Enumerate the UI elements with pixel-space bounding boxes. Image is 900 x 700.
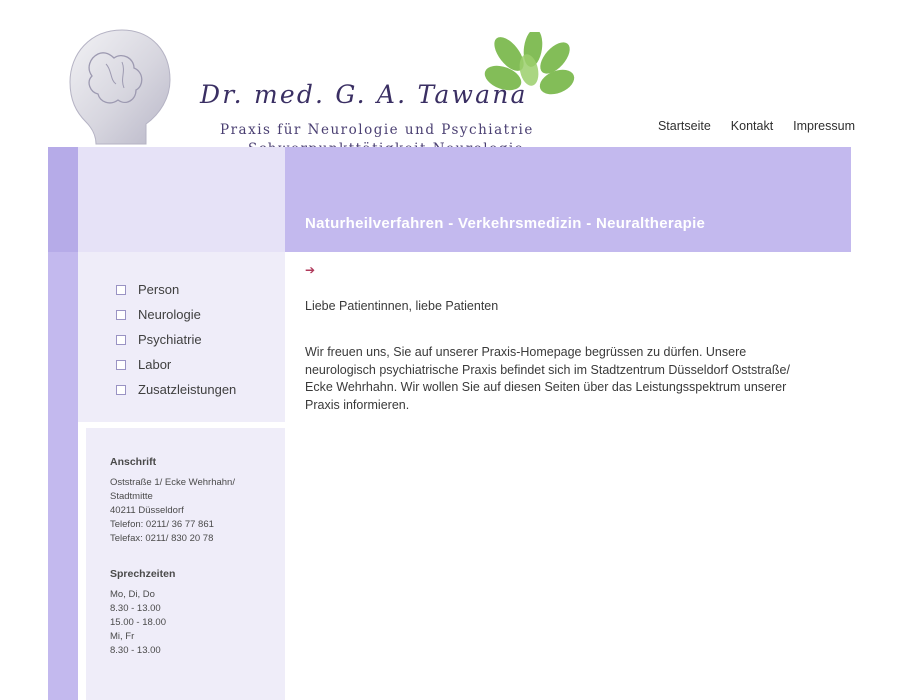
hours-line: Mo, Di, Do [110,589,155,600]
square-bullet-icon [116,360,126,370]
address-line: 40211 Düsseldorf [110,505,184,516]
square-bullet-icon [116,285,126,295]
hours-line: 15.00 - 18.00 [110,617,166,628]
sidebar-item-psychiatrie[interactable] [116,332,202,347]
banner-title: Naturheilverfahren - Verkehrsmedizin - Neuraltherapie [305,215,706,232]
top-navigation [658,119,855,133]
square-bullet-icon [116,310,126,320]
nav-startseite[interactable]: Startseite [657,119,711,133]
nav-impressum[interactable]: Impressum [793,119,855,133]
main-content [285,252,851,700]
banner-row [0,147,900,252]
banner-light-panel [78,147,285,252]
sidebar-item-neurologie[interactable] [116,307,201,322]
sidebar [48,252,285,700]
hours-line: Mi, Fr [110,631,135,642]
hours-line: 8.30 - 13.00 [110,645,161,656]
sidebar-accent-rail [48,252,78,700]
nav-kontakt[interactable]: Kontakt [730,119,774,133]
address-heading: Anschrift [110,456,157,468]
practice-subtitle-line1: Praxis für Neurologie und Psychiatrie [220,122,534,138]
head-silhouette-icon [60,28,190,146]
sidebar-info-inner [110,456,280,658]
sidebar-item-label: Person [138,282,180,297]
sidebar-item-zusatzleistungen[interactable] [116,382,236,397]
hours-line: 8.30 - 13.00 [110,603,161,614]
sidebar-item-labor[interactable] [116,357,171,372]
address-line: Telefon: 0211/ 36 77 861 [110,519,214,530]
logo-area [60,10,600,146]
sidebar-item-label: Psychiatrie [138,332,202,347]
square-bullet-icon [116,335,126,345]
sidebar-item-person[interactable] [116,282,179,297]
site-header [0,0,900,147]
spacer [110,546,280,568]
banner-accent-strip [48,147,78,252]
sidebar-item-label: Neurologie [138,307,201,322]
address-line: Telefax: 0211/ 830 20 78 [110,533,214,544]
address-line: Oststraße 1/ Ecke Wehrhahn/ Stadtmitte [110,477,235,502]
banner-main [285,147,851,252]
hours-heading: Sprechzeiten [110,568,176,580]
sidebar-item-label: Zusatzleistungen [138,382,237,397]
sidebar-nav [78,252,285,422]
content-paragraph: Wir freuen uns, Sie auf unserer Praxis-Homepage begrüssen zu dürfen. Unsere neurologisch psychiatrische Praxis befindet sich im Stadtzentrum Düsseldorf Oststraße/ Ecke Wehrhahn. Wir wollen Sie auf diesen Seiten über das Leistungsspektrum unserer Praxis informieren. [305,345,790,412]
doctor-name: Dr. med. G. A. Tawana [200,80,528,109]
sidebar-info-box [86,428,285,700]
arrow-right-icon: ➔ [305,263,316,277]
square-bullet-icon [116,385,126,395]
content-greeting: Liebe Patientinnen, liebe Patienten [305,299,499,313]
sidebar-item-label: Labor [138,357,172,372]
